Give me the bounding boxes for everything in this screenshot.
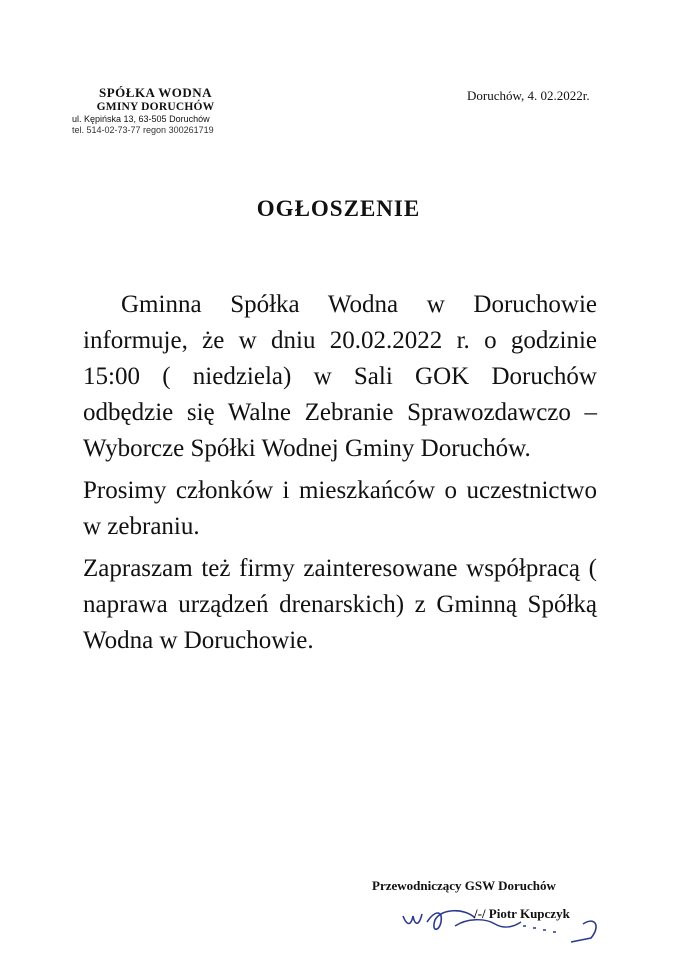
chairman-role: Przewodniczący GSW Doruchów: [372, 878, 556, 893]
paragraph-meeting: Gminna Spółka Wodna w Doruchowie informuje, że w dniu 20.02.2022 r. o godzinie 15:00 ( niedziela) w Sali GOK Doruchów odbędzie się Walne Zebranie Sprawozdawczo – Wyborcze Spółki Wodnej Gminy Doruchów.: [83, 291, 597, 462]
document-date: Doruchów, 4. 02.2022r.: [467, 88, 590, 103]
stamp-line-address: ul. Kępińska 13, 63-505 Doruchów: [72, 114, 210, 125]
paragraph-invitation-companies: Zapraszam też firmy zainteresowane współpracą ( naprawa urządzeń drenarskich) z Gminną Spółką Wodna w Doruchowie.: [83, 555, 597, 654]
document-title: OGŁOSZENIE: [256, 196, 421, 221]
handwritten-signature-icon: [395, 896, 605, 948]
stamp-line-contact: tel. 514-02-73-77 regon 300261719: [72, 124, 214, 135]
stamp-line-name: SPÓŁKA WODNA: [98, 85, 213, 100]
announcement-body: [83, 287, 597, 659]
chairman-name: /-/ Piotr Kupczyk: [474, 906, 570, 921]
stamp-line-gmina: GMINY DORUCHÓW: [96, 100, 215, 113]
paragraph-invitation-members: Prosimy członków i mieszkańców o uczestnictwo w zebraniu.: [83, 477, 597, 540]
organization-stamp: [68, 86, 243, 135]
